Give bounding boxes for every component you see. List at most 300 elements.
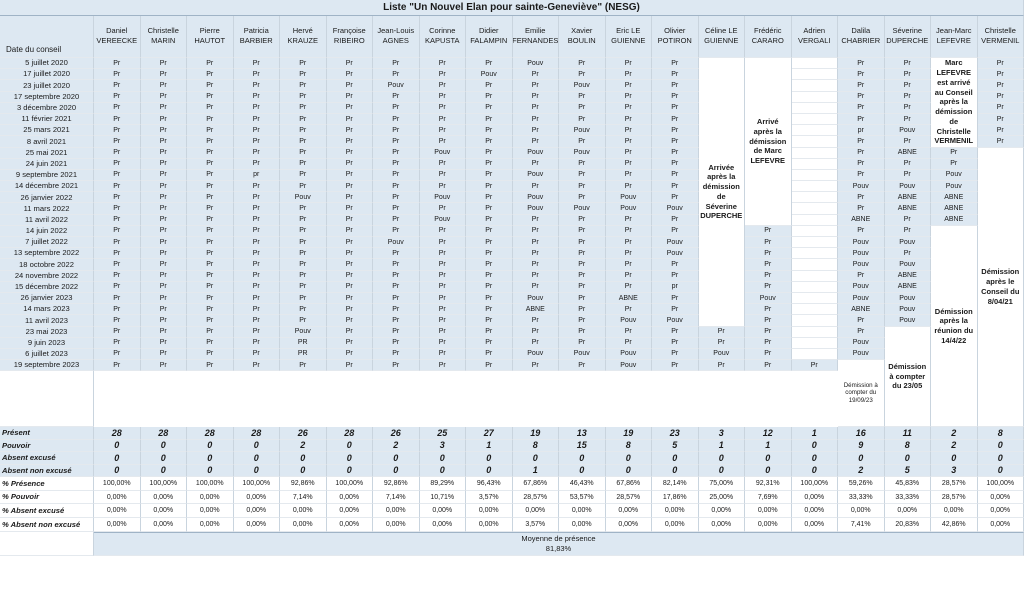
attendance-cell: Pr bbox=[234, 215, 281, 226]
attendance-cell: Pr bbox=[280, 282, 327, 293]
attendance-cell: Pr bbox=[280, 125, 327, 136]
attendance-cell: Pr bbox=[652, 125, 699, 136]
attendance-cell: Pr bbox=[606, 271, 653, 282]
summary-value: 0 bbox=[606, 465, 653, 478]
attendance-cell: Pr bbox=[420, 360, 467, 371]
attendance-cell: Pr bbox=[513, 271, 560, 282]
summary-value: 0 bbox=[699, 452, 746, 465]
summary-value: 0 bbox=[792, 440, 839, 453]
summary-value: 0 bbox=[327, 440, 374, 453]
attendance-cell: Pr bbox=[559, 215, 606, 226]
attendance-cell: Pouv bbox=[885, 237, 932, 248]
meeting-date: 9 juin 2023 bbox=[0, 338, 94, 349]
attendance-cell: Pouv bbox=[652, 315, 699, 326]
attendance-cell: Pr bbox=[559, 327, 606, 338]
member-first-name: Séverine bbox=[892, 26, 923, 36]
meeting-date: 17 juillet 2020 bbox=[0, 69, 94, 80]
attendance-cell: Pr bbox=[606, 136, 653, 147]
attendance-cell: Pr bbox=[187, 304, 234, 315]
attendance-cell: Pr bbox=[327, 349, 374, 360]
attendance-cell bbox=[792, 103, 839, 114]
summary-value: 0 bbox=[141, 440, 188, 453]
attendance-cell: Pouv bbox=[652, 248, 699, 259]
attendance-cell: Pr bbox=[466, 192, 513, 203]
summary-value: 2 bbox=[931, 427, 978, 440]
percentage-value: 92,86% bbox=[373, 477, 420, 491]
attendance-cell: Pr bbox=[327, 304, 374, 315]
attendance-cell: Pr bbox=[373, 349, 420, 360]
attendance-cell: Pr bbox=[513, 259, 560, 270]
attendance-cell: Pr bbox=[978, 125, 1024, 136]
attendance-cell: Pr bbox=[187, 226, 234, 237]
attendance-cell: Pouv bbox=[513, 58, 560, 69]
attendance-cell: Pr bbox=[94, 327, 141, 338]
attendance-cell: Pr bbox=[373, 338, 420, 349]
attendance-cell: Pr bbox=[745, 237, 792, 248]
percentage-value: 0,00% bbox=[745, 504, 792, 518]
attendance-cell: Pr bbox=[141, 349, 188, 360]
attendance-cell: Pr bbox=[280, 237, 327, 248]
attendance-cell: Pr bbox=[141, 315, 188, 326]
percentage-value: 10,71% bbox=[420, 491, 467, 505]
attendance-cell: Pr bbox=[559, 114, 606, 125]
member-status-note: Démission après la réunion du 14/4/22 bbox=[931, 226, 978, 427]
summary-value: 11 bbox=[885, 427, 932, 440]
footer-spacer bbox=[0, 532, 94, 556]
attendance-cell: Pr bbox=[559, 293, 606, 304]
attendance-cell: Pr bbox=[373, 159, 420, 170]
attendance-cell bbox=[792, 259, 839, 270]
summary-value: 8 bbox=[978, 427, 1024, 440]
attendance-cell: Pr bbox=[327, 58, 374, 69]
summary-value: 0 bbox=[745, 465, 792, 478]
attendance-cell: Pr bbox=[141, 92, 188, 103]
attendance-cell: Pr bbox=[327, 315, 374, 326]
attendance-cell: Pr bbox=[466, 315, 513, 326]
summary-value: 0 bbox=[280, 465, 327, 478]
attendance-cell: Pr bbox=[373, 92, 420, 103]
member-header bbox=[838, 16, 885, 58]
attendance-cell: Pr bbox=[234, 282, 281, 293]
percentage-label: % Absent non excusé bbox=[0, 518, 94, 532]
attendance-cell: Pouv bbox=[745, 293, 792, 304]
attendance-cell: Pr bbox=[838, 327, 885, 338]
summary-value: 23 bbox=[652, 427, 699, 440]
percentage-value: 92,31% bbox=[745, 477, 792, 491]
attendance-cell: Pouv bbox=[838, 282, 885, 293]
member-header bbox=[606, 16, 653, 58]
attendance-cell: Pouv bbox=[885, 181, 932, 192]
attendance-cell: Pr bbox=[559, 181, 606, 192]
attendance-cell: Pr bbox=[373, 282, 420, 293]
summary-value: 28 bbox=[234, 427, 281, 440]
attendance-cell: Pr bbox=[94, 304, 141, 315]
attendance-cell: Pr bbox=[559, 159, 606, 170]
attendance-cell: Pr bbox=[187, 327, 234, 338]
meeting-date: 8 avril 2021 bbox=[0, 136, 94, 147]
attendance-cell: Pr bbox=[280, 248, 327, 259]
attendance-cell: Pr bbox=[420, 170, 467, 181]
attendance-cell: Pr bbox=[234, 136, 281, 147]
attendance-cell: Pr bbox=[978, 58, 1024, 69]
attendance-cell bbox=[792, 114, 839, 125]
summary-value: 0 bbox=[652, 452, 699, 465]
attendance-cell: Pr bbox=[838, 192, 885, 203]
attendance-cell: Pr bbox=[466, 136, 513, 147]
attendance-cell: Pr bbox=[280, 203, 327, 214]
member-first-name: Didier bbox=[478, 26, 499, 36]
attendance-cell: Pr bbox=[141, 237, 188, 248]
attendance-cell: Pr bbox=[606, 159, 653, 170]
percentage-value: 7,14% bbox=[280, 491, 327, 505]
attendance-cell: Pr bbox=[141, 136, 188, 147]
attendance-cell: Pr bbox=[327, 248, 374, 259]
attendance-cell: Pr bbox=[373, 114, 420, 125]
attendance-cell: Pouv bbox=[373, 80, 420, 91]
meeting-date: 24 novembre 2022 bbox=[0, 271, 94, 282]
attendance-cell: Pr bbox=[652, 136, 699, 147]
attendance-cell: Pr bbox=[280, 58, 327, 69]
attendance-cell: Pr bbox=[141, 360, 188, 371]
attendance-cell: Pr bbox=[745, 271, 792, 282]
attendance-cell: Pr bbox=[280, 103, 327, 114]
member-first-name: Pierre bbox=[199, 26, 220, 36]
attendance-cell: Pr bbox=[234, 125, 281, 136]
summary-value: 28 bbox=[94, 427, 141, 440]
attendance-cell: Pr bbox=[838, 69, 885, 80]
member-last-name: LEFEVRE bbox=[936, 36, 971, 45]
attendance-cell: Pr bbox=[466, 248, 513, 259]
attendance-cell: Pr bbox=[420, 293, 467, 304]
attendance-cell bbox=[792, 192, 839, 203]
attendance-cell: Pr bbox=[141, 125, 188, 136]
percentage-value: 0,00% bbox=[187, 491, 234, 505]
attendance-cell: Pouv bbox=[513, 293, 560, 304]
attendance-cell: Pr bbox=[94, 271, 141, 282]
attendance-cell: Pouv bbox=[885, 304, 932, 315]
percentage-value: 92,86% bbox=[280, 477, 327, 491]
attendance-cell: Pr bbox=[606, 170, 653, 181]
member-first-name: Adrien bbox=[803, 26, 826, 36]
attendance-cell: Pr bbox=[885, 92, 932, 103]
summary-value: 27 bbox=[466, 427, 513, 440]
attendance-cell: Pr bbox=[978, 136, 1024, 147]
attendance-cell: Pr bbox=[652, 58, 699, 69]
attendance-cell: Pr bbox=[94, 203, 141, 214]
attendance-cell bbox=[792, 92, 839, 103]
attendance-cell: Pr bbox=[466, 80, 513, 91]
attendance-cell: Pr bbox=[466, 203, 513, 214]
attendance-cell: Pr bbox=[327, 360, 374, 371]
attendance-cell: Pr bbox=[373, 192, 420, 203]
member-header bbox=[280, 16, 327, 58]
attendance-cell: Pr bbox=[466, 215, 513, 226]
percentage-value: 7,14% bbox=[373, 491, 420, 505]
summary-value: 0 bbox=[931, 452, 978, 465]
attendance-cell: Pr bbox=[885, 170, 932, 181]
attendance-cell: Pr bbox=[978, 92, 1024, 103]
summary-value: 0 bbox=[420, 452, 467, 465]
attendance-cell: Pr bbox=[420, 136, 467, 147]
attendance-cell: Pr bbox=[373, 293, 420, 304]
percentage-value: 100,00% bbox=[978, 477, 1024, 491]
attendance-cell: Pr bbox=[187, 271, 234, 282]
attendance-cell: Pr bbox=[141, 293, 188, 304]
attendance-cell bbox=[792, 349, 839, 360]
attendance-cell: Pr bbox=[559, 192, 606, 203]
attendance-cell: Pr bbox=[652, 170, 699, 181]
attendance-cell bbox=[792, 181, 839, 192]
percentage-value: 0,00% bbox=[931, 504, 978, 518]
percentage-value: 0,00% bbox=[234, 504, 281, 518]
attendance-cell: Pr bbox=[94, 181, 141, 192]
member-last-name: HAUTOT bbox=[194, 36, 226, 45]
attendance-cell: Pouv bbox=[931, 170, 978, 181]
attendance-cell: Pr bbox=[559, 92, 606, 103]
attendance-cell: Pr bbox=[187, 259, 234, 270]
summary-value: 1 bbox=[792, 427, 839, 440]
attendance-cell: Pr bbox=[94, 114, 141, 125]
member-header bbox=[652, 16, 699, 58]
member-first-name: Olivier bbox=[664, 26, 686, 36]
summary-value: 1 bbox=[745, 440, 792, 453]
attendance-cell: Pr bbox=[373, 304, 420, 315]
attendance-cell: ABNE bbox=[885, 148, 932, 159]
attendance-cell: Pr bbox=[234, 360, 281, 371]
attendance-cell: Pouv bbox=[513, 192, 560, 203]
attendance-cell: Pr bbox=[559, 170, 606, 181]
meeting-date: 25 mars 2021 bbox=[0, 125, 94, 136]
attendance-cell: Pr bbox=[280, 114, 327, 125]
attendance-cell: Pr bbox=[187, 159, 234, 170]
attendance-cell: Pr bbox=[466, 170, 513, 181]
member-first-name: Françoise bbox=[332, 26, 366, 36]
attendance-cell: Pr bbox=[234, 69, 281, 80]
percentage-value: 33,33% bbox=[838, 491, 885, 505]
attendance-cell: Pouv bbox=[838, 181, 885, 192]
attendance-cell: Pr bbox=[187, 349, 234, 360]
attendance-cell: Pr bbox=[513, 248, 560, 259]
attendance-cell bbox=[792, 226, 839, 237]
member-first-name: Daniel bbox=[106, 26, 128, 36]
member-header bbox=[699, 16, 746, 58]
attendance-cell: Pr bbox=[94, 58, 141, 69]
attendance-cell: Pr bbox=[652, 159, 699, 170]
attendance-cell: Pr bbox=[234, 259, 281, 270]
summary-value: 8 bbox=[885, 440, 932, 453]
attendance-cell: Pr bbox=[187, 58, 234, 69]
attendance-cell: Pr bbox=[885, 103, 932, 114]
attendance-cell: Pr bbox=[94, 92, 141, 103]
percentage-value: 100,00% bbox=[327, 477, 374, 491]
attendance-cell: Pr bbox=[606, 338, 653, 349]
attendance-cell: Pr bbox=[606, 114, 653, 125]
member-last-name: BOULIN bbox=[567, 36, 596, 45]
attendance-cell: Pr bbox=[606, 58, 653, 69]
summary-value: 0 bbox=[280, 452, 327, 465]
attendance-cell: Pr bbox=[327, 103, 374, 114]
member-status-note: Démission à compter du 23/05 bbox=[885, 327, 932, 428]
attendance-cell: Pr bbox=[280, 159, 327, 170]
attendance-cell: Pr bbox=[745, 226, 792, 237]
summary-value: 28 bbox=[141, 427, 188, 440]
summary-value: 0 bbox=[187, 440, 234, 453]
attendance-cell: Pouv bbox=[606, 203, 653, 214]
percentage-value: 100,00% bbox=[792, 477, 839, 491]
percentage-value: 0,00% bbox=[94, 491, 141, 505]
percentage-value: 96,43% bbox=[466, 477, 513, 491]
attendance-cell: Pr bbox=[606, 69, 653, 80]
meeting-date: 7 juillet 2022 bbox=[0, 237, 94, 248]
attendance-cell: Pr bbox=[513, 315, 560, 326]
attendance-cell: Pr bbox=[94, 69, 141, 80]
attendance-cell: Pr bbox=[327, 136, 374, 147]
summary-value: 0 bbox=[978, 440, 1024, 453]
attendance-cell: Pr bbox=[187, 338, 234, 349]
attendance-cell: Pr bbox=[327, 203, 374, 214]
member-header bbox=[745, 16, 792, 58]
attendance-cell: Pr bbox=[466, 237, 513, 248]
attendance-cell: Pr bbox=[838, 58, 885, 69]
percentage-value: 0,00% bbox=[280, 518, 327, 532]
attendance-cell: Pr bbox=[838, 203, 885, 214]
summary-value: 3 bbox=[420, 440, 467, 453]
attendance-cell: Pr bbox=[187, 237, 234, 248]
summary-value: 0 bbox=[745, 452, 792, 465]
attendance-cell: Pr bbox=[420, 159, 467, 170]
percentage-value: 42,86% bbox=[931, 518, 978, 532]
attendance-cell: Pr bbox=[885, 58, 932, 69]
attendance-cell bbox=[792, 58, 839, 69]
attendance-cell: Pr bbox=[234, 349, 281, 360]
attendance-cell: Pr bbox=[885, 248, 932, 259]
attendance-cell: Pr bbox=[513, 360, 560, 371]
attendance-cell: Pr bbox=[373, 181, 420, 192]
attendance-cell: Pr bbox=[94, 103, 141, 114]
attendance-cell: Pr bbox=[234, 80, 281, 91]
attendance-cell bbox=[792, 203, 839, 214]
member-last-name: RIBEIRO bbox=[333, 36, 365, 45]
attendance-cell: Pr bbox=[652, 215, 699, 226]
attendance-cell: Pr bbox=[513, 338, 560, 349]
percentage-value: 17,86% bbox=[652, 491, 699, 505]
summary-value: 0 bbox=[559, 452, 606, 465]
percentage-value: 0,00% bbox=[94, 518, 141, 532]
attendance-cell: Pr bbox=[141, 148, 188, 159]
attendance-cell: Pr bbox=[606, 181, 653, 192]
summary-value: 0 bbox=[466, 452, 513, 465]
percentage-value: 0,00% bbox=[792, 518, 839, 532]
attendance-cell: Pr bbox=[141, 181, 188, 192]
summary-value: 3 bbox=[699, 427, 746, 440]
attendance-cell: Pr bbox=[420, 338, 467, 349]
attendance-cell: Pr bbox=[187, 315, 234, 326]
attendance-cell: Pr bbox=[234, 315, 281, 326]
summary-value: 9 bbox=[838, 440, 885, 453]
attendance-cell: Pr bbox=[141, 58, 188, 69]
attendance-cell: Pouv bbox=[420, 215, 467, 226]
attendance-cell: Pr bbox=[606, 248, 653, 259]
attendance-cell: Pouv bbox=[606, 315, 653, 326]
percentage-label: % Présence bbox=[0, 477, 94, 491]
attendance-cell: Pr bbox=[141, 103, 188, 114]
attendance-cell: Pr bbox=[652, 148, 699, 159]
attendance-cell: Pouv bbox=[466, 69, 513, 80]
attendance-cell: Pr bbox=[978, 69, 1024, 80]
attendance-cell bbox=[792, 338, 839, 349]
member-first-name: Patricia bbox=[243, 26, 269, 36]
summary-value: 0 bbox=[234, 440, 281, 453]
attendance-cell: Pr bbox=[141, 304, 188, 315]
member-status-note: Arrivée après la démission de Séverine DUPERCHE bbox=[699, 58, 746, 327]
percentage-value: 7,41% bbox=[838, 518, 885, 532]
attendance-cell: Pr bbox=[234, 58, 281, 69]
attendance-cell: Pr bbox=[94, 248, 141, 259]
attendance-cell: ABNE bbox=[838, 215, 885, 226]
attendance-cell: Pr bbox=[187, 148, 234, 159]
attendance-cell: Pr bbox=[699, 360, 746, 371]
attendance-cell: Pr bbox=[838, 136, 885, 147]
member-last-name: CARARO bbox=[751, 36, 784, 45]
attendance-cell: Pr bbox=[187, 80, 234, 91]
attendance-cell: Pouv bbox=[559, 80, 606, 91]
attendance-cell: Pr bbox=[466, 293, 513, 304]
percentage-value: 3,57% bbox=[466, 491, 513, 505]
attendance-cell: Pouv bbox=[838, 259, 885, 270]
attendance-cell: Pr bbox=[327, 237, 374, 248]
attendance-cell: Pouv bbox=[513, 349, 560, 360]
attendance-cell: Pr bbox=[606, 237, 653, 248]
attendance-cell: Pr bbox=[420, 248, 467, 259]
attendance-cell: Pr bbox=[652, 259, 699, 270]
summary-value: 0 bbox=[978, 465, 1024, 478]
summary-value: 0 bbox=[652, 465, 699, 478]
member-last-name: AGNES bbox=[382, 36, 409, 45]
summary-label: Absent non excusé bbox=[0, 465, 94, 478]
attendance-cell: Pr bbox=[327, 125, 374, 136]
attendance-cell: Pr bbox=[280, 271, 327, 282]
summary-value: 0 bbox=[699, 465, 746, 478]
attendance-cell: Pr bbox=[745, 360, 792, 371]
meeting-date: 17 septembre 2020 bbox=[0, 92, 94, 103]
date-column-header: Date du conseil bbox=[0, 16, 94, 58]
attendance-cell: Pr bbox=[559, 58, 606, 69]
attendance-cell: Pr bbox=[652, 103, 699, 114]
percentage-value: 0,00% bbox=[420, 518, 467, 532]
attendance-cell: Pr bbox=[141, 69, 188, 80]
summary-value: 12 bbox=[745, 427, 792, 440]
attendance-cell: pr bbox=[838, 125, 885, 136]
attendance-cell bbox=[792, 282, 839, 293]
member-header bbox=[931, 16, 978, 58]
attendance-cell: pr bbox=[234, 170, 281, 181]
attendance-cell: ABNE bbox=[885, 192, 932, 203]
attendance-cell: Pouv bbox=[885, 315, 932, 326]
attendance-cell: Pouv bbox=[838, 338, 885, 349]
attendance-cell: Pr bbox=[652, 304, 699, 315]
attendance-cell bbox=[792, 248, 839, 259]
attendance-cell: Pr bbox=[513, 181, 560, 192]
attendance-cell: Pr bbox=[606, 226, 653, 237]
summary-label: Absent excusé bbox=[0, 452, 94, 465]
attendance-cell: Pr bbox=[466, 282, 513, 293]
member-header bbox=[420, 16, 467, 58]
attendance-cell: Pr bbox=[94, 282, 141, 293]
member-last-name: VERGALI bbox=[797, 36, 831, 45]
summary-value: 16 bbox=[838, 427, 885, 440]
attendance-cell: Pr bbox=[838, 159, 885, 170]
attendance-cell: Pr bbox=[420, 237, 467, 248]
